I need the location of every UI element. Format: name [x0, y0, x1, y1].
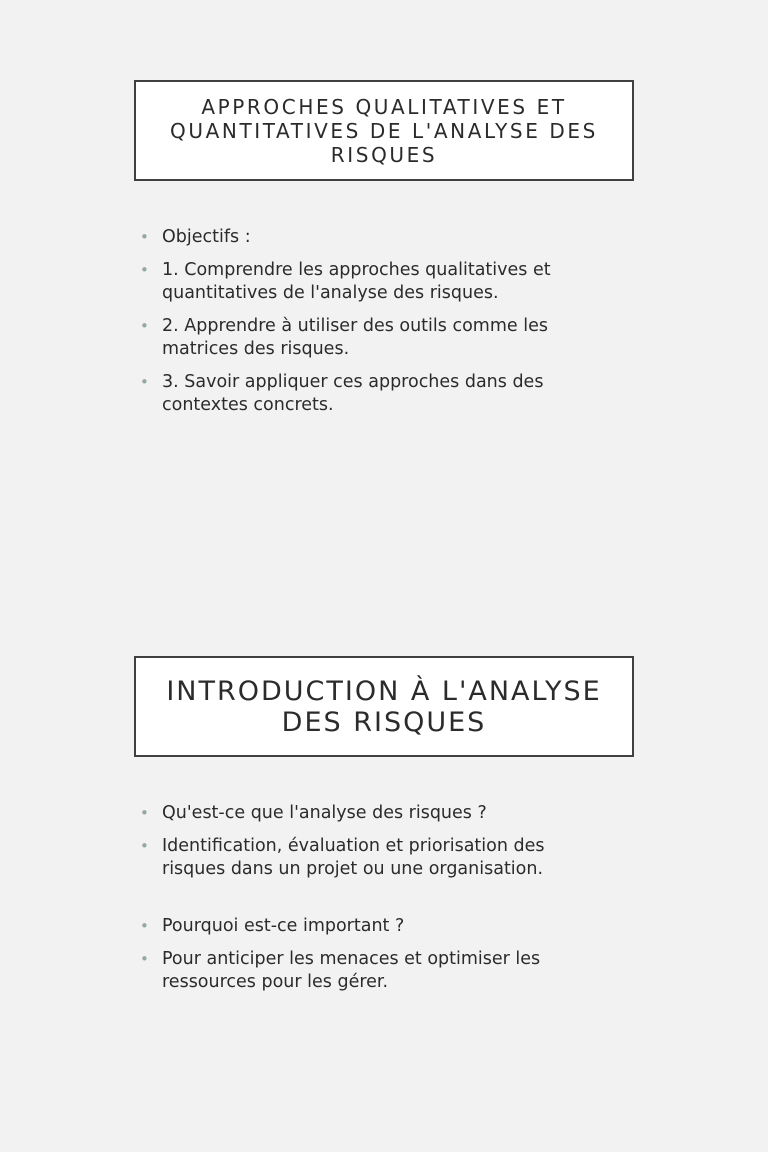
bullet-text: 3. Savoir appliquer ces approches dans des contextes concrets. — [162, 372, 544, 415]
bullet-text: Pourquoi est-ce important ? — [162, 916, 405, 936]
bullet-item — [140, 259, 610, 305]
slide-title: APPROCHES QUALITATIVES ET QUANTITATIVES DE L'ANALYSE DES RISQUES — [170, 94, 598, 167]
bullet-icon: • — [140, 837, 149, 855]
bullet-list — [140, 226, 610, 427]
bullet-item — [140, 948, 610, 994]
bullet-list — [140, 802, 610, 1004]
bullet-text: Pour anticiper les menaces et optimiser les ressources pour les gérer. — [162, 949, 541, 992]
bullet-item — [140, 835, 610, 881]
bullet-text: Qu'est-ce que l'analyse des risques ? — [162, 803, 487, 823]
bullet-icon: • — [140, 373, 149, 391]
bullet-icon: • — [140, 317, 149, 335]
slide-title: INTRODUCTION À L'ANALYSE DES RISQUES — [166, 675, 602, 738]
bullet-text: 2. Apprendre à utiliser des outils comme les matrices des risques. — [162, 316, 548, 359]
bullet-text: Objectifs : — [162, 227, 251, 247]
slide-title-box — [134, 656, 634, 757]
bullet-item — [140, 371, 610, 417]
bullet-icon: • — [140, 804, 149, 822]
bullet-item — [140, 226, 610, 249]
bullet-item — [140, 315, 610, 361]
bullet-item — [140, 915, 610, 938]
slide-title-box — [134, 80, 634, 181]
bullet-icon: • — [140, 228, 149, 246]
bullet-item — [140, 802, 610, 825]
bullet-text: 1. Comprendre les approches qualitatives et quantitatives de l'analyse des risques. — [162, 260, 551, 303]
bullet-icon: • — [140, 917, 149, 935]
bullet-icon: • — [140, 950, 149, 968]
slide-2 — [0, 576, 768, 1152]
bullet-icon: • — [140, 261, 149, 279]
bullet-text: Identification, évaluation et priorisation des risques dans un projet ou une organisation. — [162, 836, 545, 879]
